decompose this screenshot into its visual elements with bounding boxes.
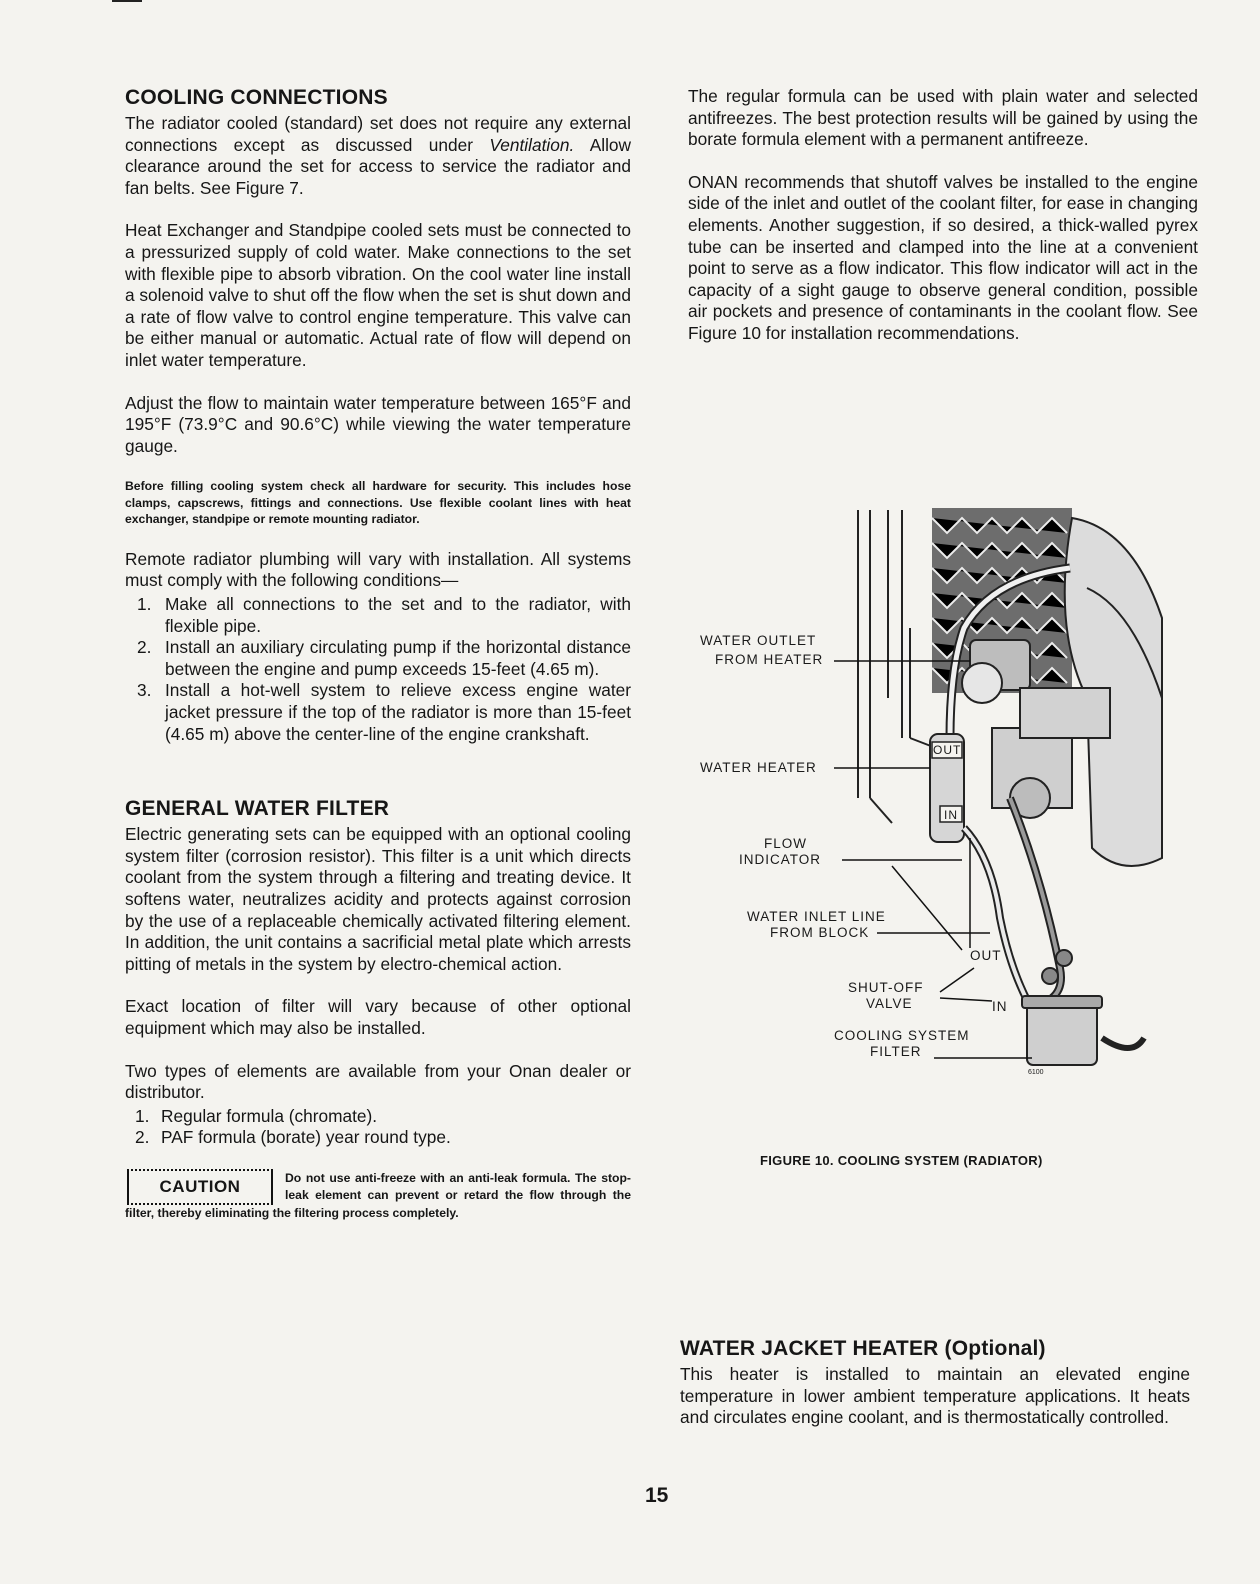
list-item: 2. Install an auxiliary circulating pump if the horizontal distance between the engine and pump exceeds 15-feet (4.65 m). [137,637,631,679]
label-water-heater: WATER HEATER [700,760,817,775]
label-water-outlet: WATER OUTLET [700,633,817,648]
label-valve: VALVE [866,996,913,1011]
label-out: OUT [970,948,1002,963]
top-rule [112,0,142,2]
general-water-filter-heading: GENERAL WATER FILTER [125,797,390,821]
cooling-system-illustration [692,498,1168,1083]
cooling-paragraph-3: Adjust the flow to maintain water temperature between 165°F and 195°F (73.9°C and 90.6°C) while viewing the water temperature gauge. [125,392,631,456]
list-item: 2. PAF formula (borate) year round type. [135,1127,451,1148]
water-jacket-heater-text: This heater is installed to maintain an elevated engine temperature in lower ambient temperature applications. It heats and circulates engine coolant, and is thermostatically controlled. [680,1364,1190,1428]
filter-paragraph-1: Electric generating sets can be equipped with an optional cooling system filter (corrosion resistor). This filter is a unit which directs coolant from the system through a filtering and treating device. It softens water, neutralizes acidity and protects against corrosion by the use of a replaceable chemically activated filtering element. In addition, the unit contains a sacrificial metal plate which arrests pitting of metals in the system by electro-chemical action. [125,824,631,974]
label-from-block: FROM BLOCK [770,925,870,940]
list-item: 3. Install a hot-well system to relieve excess engine water jacket pressure if the top of the radiator is more than 15-feet (4.65 m) above the center-line of the engine crankshaft. [137,680,631,744]
figure-part-number: 6100 [1028,1069,1044,1076]
water-jacket-heater-section [680,1337,1190,1429]
filter-paragraph-2: Exact location of filter will vary because of other optional equipment which may also be installed. [125,996,631,1038]
list-item: 1. Make all connections to the set and to the radiator, with flexible pipe. [137,594,631,636]
label-from-heater: FROM HEATER [715,652,824,667]
cooling-paragraph-1: The radiator cooled (standard) set does not require any external connections except as discussed under Ventilation. Allow clearance around the set for access to service the radiator and fan belts. See Figure 7. [125,113,631,198]
left-column [125,86,631,1222]
label-in: IN [992,999,1008,1014]
label-water-inlet-line: WATER INLET LINE [747,909,886,924]
caution-block [125,1167,631,1223]
caution-badge: CAUTION [127,1169,273,1205]
label-filter: FILTER [870,1044,922,1059]
right-column [688,86,1198,345]
filter-paragraph-3: Two types of elements are available from your Onan dealer or distributor. [125,1060,631,1103]
right-paragraph-2: ONAN recommends that shutoff valves be installed to the engine side of the inlet and outlet of the coolant filter, for ease in changing elements. Another suggestion, if so desired, a thick-walled pyrex tube can be inserted and clamped into the line at a convenient point to serve as a flow indicator. This flow indicator will act in the capacity of a sight gauge to observe general condition, possible air pockets and presence of contaminants in the coolant flow. See Figure 10 for installation recommendations. [688,171,1198,343]
label-shut-off: SHUT-OFF [848,980,924,995]
label-cooling-system: COOLING SYSTEM [834,1028,970,1043]
hardware-note: Before filling cooling system check all hardware for security. This includes hose clamps, capscrews, fittings and connections. Use flexible coolant lines with heat exchanger, standpipe or remote mounting radiator. [125,479,631,527]
list-item: 1. Regular formula (chromate). [135,1105,378,1126]
label-indicator: INDICATOR [739,852,822,867]
heater-out-label: OUT [933,743,962,757]
caution-text: Do not use anti-freeze with an anti-leak formula. The stop-leak element can prevent or retard the flow through the filter, thereby eliminating the filtering process completely. [125,1170,631,1220]
remote-radiator-paragraph: Remote radiator plumbing will vary with installation. All systems must comply with the following conditions— [125,548,631,591]
page-number: 15 [645,1484,669,1507]
figure-caption: FIGURE 10. COOLING SYSTEM (RADIATOR) [760,1153,1043,1168]
cooling-system-figure [692,498,1168,1083]
water-jacket-heater-heading: WATER JACKET HEATER (Optional) [680,1337,1046,1360]
label-flow: FLOW [764,836,807,851]
cooling-connections-heading: COOLING CONNECTIONS [125,86,388,109]
conditions-list [125,594,631,745]
heater-in-label: IN [944,808,958,822]
right-paragraph-1: The regular formula can be used with plain water and selected antifreezes. The best protection results will be gained by using the borate formula element with a permanent antifreeze. [688,86,1198,150]
element-types-list [125,1106,631,1149]
cooling-paragraph-2: Heat Exchanger and Standpipe cooled sets must be connected to a pressurized supply of cold water. Make connections to the set with flexible pipe to absorb vibration. On the cool water line install a solenoid valve to shut off the flow when the set is shut down and a rate of flow valve to control engine temperature. This valve can be either manual or automatic. Actual rate of flow will depend on inlet water temperature. [125,220,631,370]
